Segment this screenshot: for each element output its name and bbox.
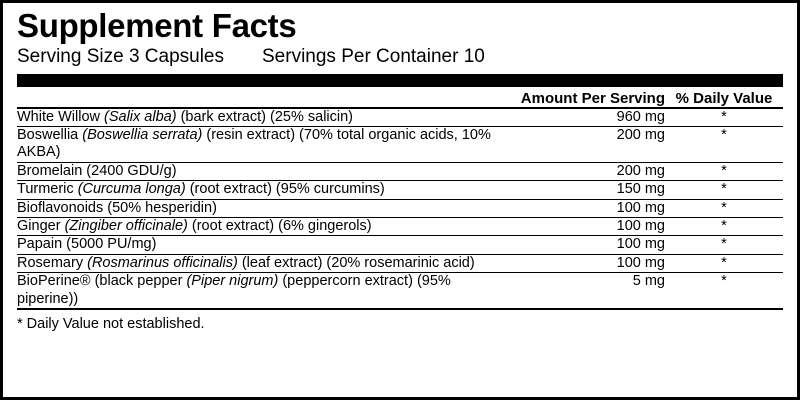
ingredient-name — [17, 273, 515, 308]
ingredient-name-lead: Papain (5000 PU/mg) — [17, 236, 157, 253]
table-row — [17, 181, 783, 199]
ingredient-name-lead: Ginger — [17, 217, 65, 234]
ingredient-amount: 200 mg — [515, 127, 665, 163]
ingredient-latin-name: (Boswellia serrata) — [82, 127, 203, 144]
ingredient-latin-name: (Zingiber officinale) — [64, 217, 188, 234]
ingredient-daily-value: * — [665, 181, 783, 199]
serving-info — [17, 46, 783, 68]
daily-value-column-header: % Daily Value — [675, 89, 773, 107]
ingredient-amount: 5 mg — [515, 273, 665, 308]
ingredient-name-tail: (peppercorn extract) (95% piperine)) — [17, 273, 451, 307]
ingredient-name — [17, 254, 515, 272]
table-header — [17, 90, 783, 108]
nutrition-table — [17, 90, 783, 308]
ingredient-latin-name: (Piper nigrum) — [186, 273, 279, 290]
ingredient-daily-value: * — [665, 254, 783, 272]
ingredient-name-lead: BioPerine® (black pepper — [17, 273, 187, 290]
ingredient-latin-name: (Salix alba) — [104, 108, 177, 125]
ingredient-amount: 100 mg — [515, 254, 665, 272]
ingredient-name — [17, 217, 515, 235]
ingredient-name — [17, 199, 515, 217]
ingredient-daily-value: * — [665, 217, 783, 235]
ingredient-name-tail: (resin extract) (70% total organic acids, 10% AKBA) — [17, 127, 491, 161]
ingredient-name — [17, 108, 515, 127]
table-row — [17, 217, 783, 235]
ingredient-amount: 960 mg — [515, 108, 665, 127]
ingredient-amount: 100 mg — [515, 199, 665, 217]
servings-per-container: Servings Per Container 10 — [262, 45, 485, 67]
ingredient-name — [17, 236, 515, 254]
ingredient-name-tail: (leaf extract) (20% rosemarinic acid) — [237, 254, 475, 271]
ingredient-name-lead: White Willow — [17, 108, 105, 125]
table-row — [17, 199, 783, 217]
ingredient-daily-value: * — [665, 162, 783, 180]
ingredient-name-tail: (root extract) (95% curcumins) — [185, 181, 385, 198]
ingredient-daily-value: * — [665, 127, 783, 163]
ingredient-column-header — [17, 90, 515, 108]
amount-column-header: Amount Per Serving — [520, 89, 665, 107]
table-body — [17, 108, 783, 308]
ingredient-daily-value: * — [665, 199, 783, 217]
serving-size: Serving Size 3 Capsules — [17, 45, 224, 67]
ingredient-daily-value: * — [665, 236, 783, 254]
ingredient-amount: 150 mg — [515, 181, 665, 199]
thick-divider — [17, 74, 783, 87]
ingredient-name — [17, 162, 515, 180]
ingredient-name — [17, 127, 515, 163]
ingredient-name-tail: (root extract) (6% gingerols) — [187, 217, 372, 234]
footnote: * Daily Value not established. — [17, 316, 205, 333]
ingredient-name — [17, 181, 515, 199]
page-title: Supplement Facts — [17, 7, 297, 44]
ingredient-name-tail: (bark extract) (25% salicin) — [176, 108, 354, 125]
ingredient-name-lead: Bromelain (2400 GDU/g) — [17, 162, 177, 179]
table-row — [17, 127, 783, 163]
ingredient-name-lead: Bioflavonoids (50% hesperidin) — [17, 199, 217, 216]
table-row — [17, 273, 783, 308]
ingredient-amount: 100 mg — [515, 217, 665, 235]
table-row — [17, 162, 783, 180]
table-row — [17, 254, 783, 272]
table-header-row — [17, 90, 783, 108]
ingredient-daily-value: * — [665, 273, 783, 308]
ingredient-amount: 100 mg — [515, 236, 665, 254]
table-row — [17, 236, 783, 254]
ingredient-daily-value: * — [665, 108, 783, 127]
ingredient-name-lead: Rosemary — [17, 254, 88, 271]
ingredient-latin-name: (Rosmarinus officinalis) — [87, 254, 238, 271]
ingredient-latin-name: (Curcuma longa) — [77, 181, 186, 198]
table-row — [17, 108, 783, 127]
ingredient-amount: 200 mg — [515, 162, 665, 180]
ingredient-name-lead: Turmeric — [17, 181, 78, 198]
ingredient-name-lead: Boswellia — [17, 127, 83, 144]
